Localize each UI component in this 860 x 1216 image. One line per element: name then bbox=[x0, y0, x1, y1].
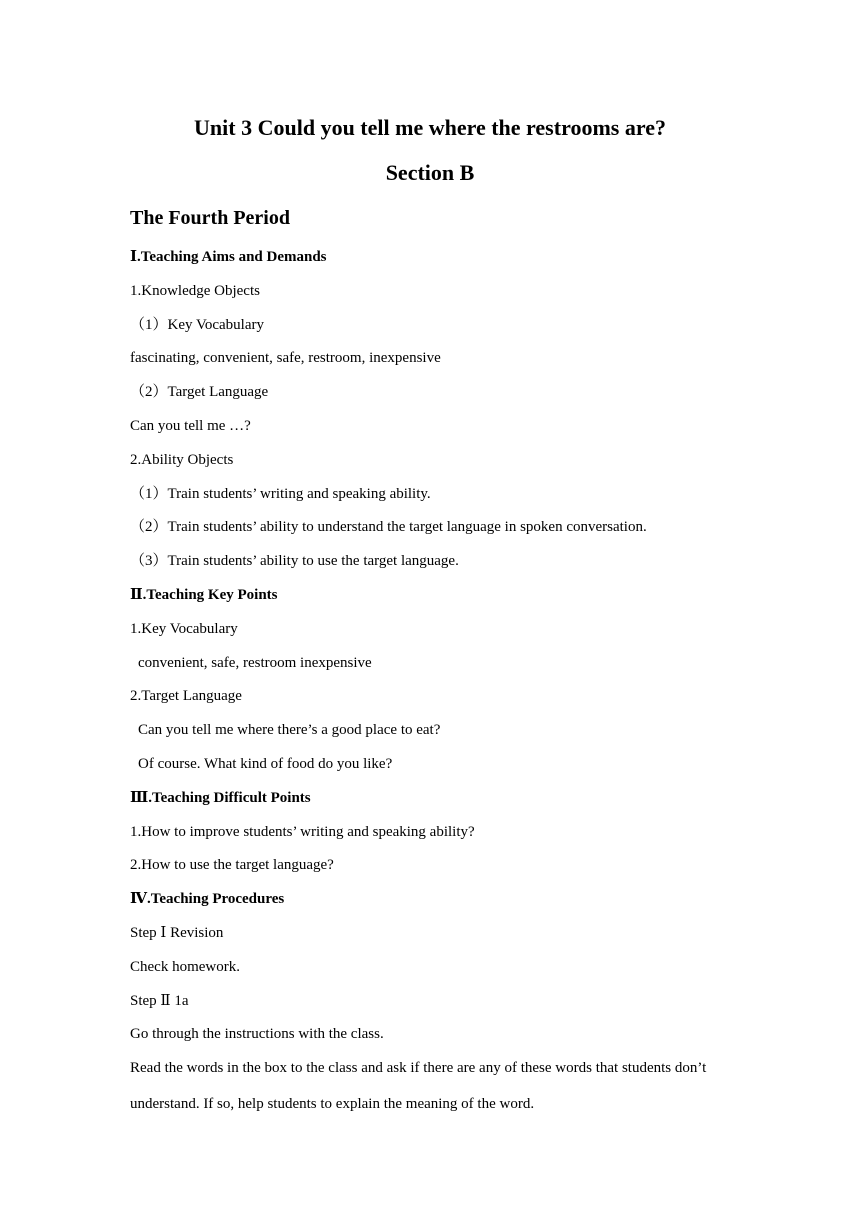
text-line: Check homework. bbox=[130, 959, 240, 975]
text-line: 2.Ability Objects bbox=[130, 452, 234, 468]
heading-teaching-procedures: Ⅳ.Teaching Procedures bbox=[130, 891, 285, 907]
text-line: （3）Train students’ ability to use the target language. bbox=[130, 553, 459, 569]
text-line: （1）Train students’ writing and speaking ability. bbox=[130, 486, 431, 502]
period-heading: The Fourth Period bbox=[130, 207, 290, 229]
heading-teaching-aims: Ⅰ.Teaching Aims and Demands bbox=[130, 249, 327, 265]
text-line: understand. If so, help students to explain the meaning of the word. bbox=[130, 1096, 535, 1112]
text-line: 1.Key Vocabulary bbox=[130, 621, 238, 637]
text-line: Can you tell me …? bbox=[130, 418, 251, 434]
text-line: Step Ⅰ Revision bbox=[130, 925, 224, 941]
text-line: （1）Key Vocabulary bbox=[130, 317, 265, 333]
text-line: （2）Train students’ ability to understand the target language in spoken conversation. bbox=[130, 519, 647, 535]
text-line: convenient, safe, restroom inexpensive bbox=[138, 655, 372, 671]
text-line: Read the words in the box to the class and ask if there are any of these words that students don’t bbox=[130, 1060, 707, 1076]
text-line: Step Ⅱ 1a bbox=[130, 993, 189, 1009]
section-heading: Section B bbox=[385, 160, 475, 185]
text-line: 2.How to use the target language? bbox=[130, 857, 334, 873]
heading-difficult-points: Ⅲ.Teaching Difficult Points bbox=[130, 790, 311, 806]
text-line: fascinating, convenient, safe, restroom, inexpensive bbox=[130, 350, 441, 366]
heading-key-points: Ⅱ.Teaching Key Points bbox=[130, 587, 278, 603]
text-line: Go through the instructions with the class. bbox=[130, 1026, 384, 1042]
document-title: Unit 3 Could you tell me where the restrooms are? bbox=[194, 115, 666, 140]
text-line: 2.Target Language bbox=[130, 688, 242, 704]
text-line: （2）Target Language bbox=[130, 384, 269, 400]
text-line: 1.How to improve students’ writing and speaking ability? bbox=[130, 824, 475, 840]
text-line: 1.Knowledge Objects bbox=[130, 283, 260, 299]
text-line: Can you tell me where there’s a good place to eat? bbox=[138, 722, 441, 738]
text-line: Of course. What kind of food do you like? bbox=[138, 756, 393, 772]
